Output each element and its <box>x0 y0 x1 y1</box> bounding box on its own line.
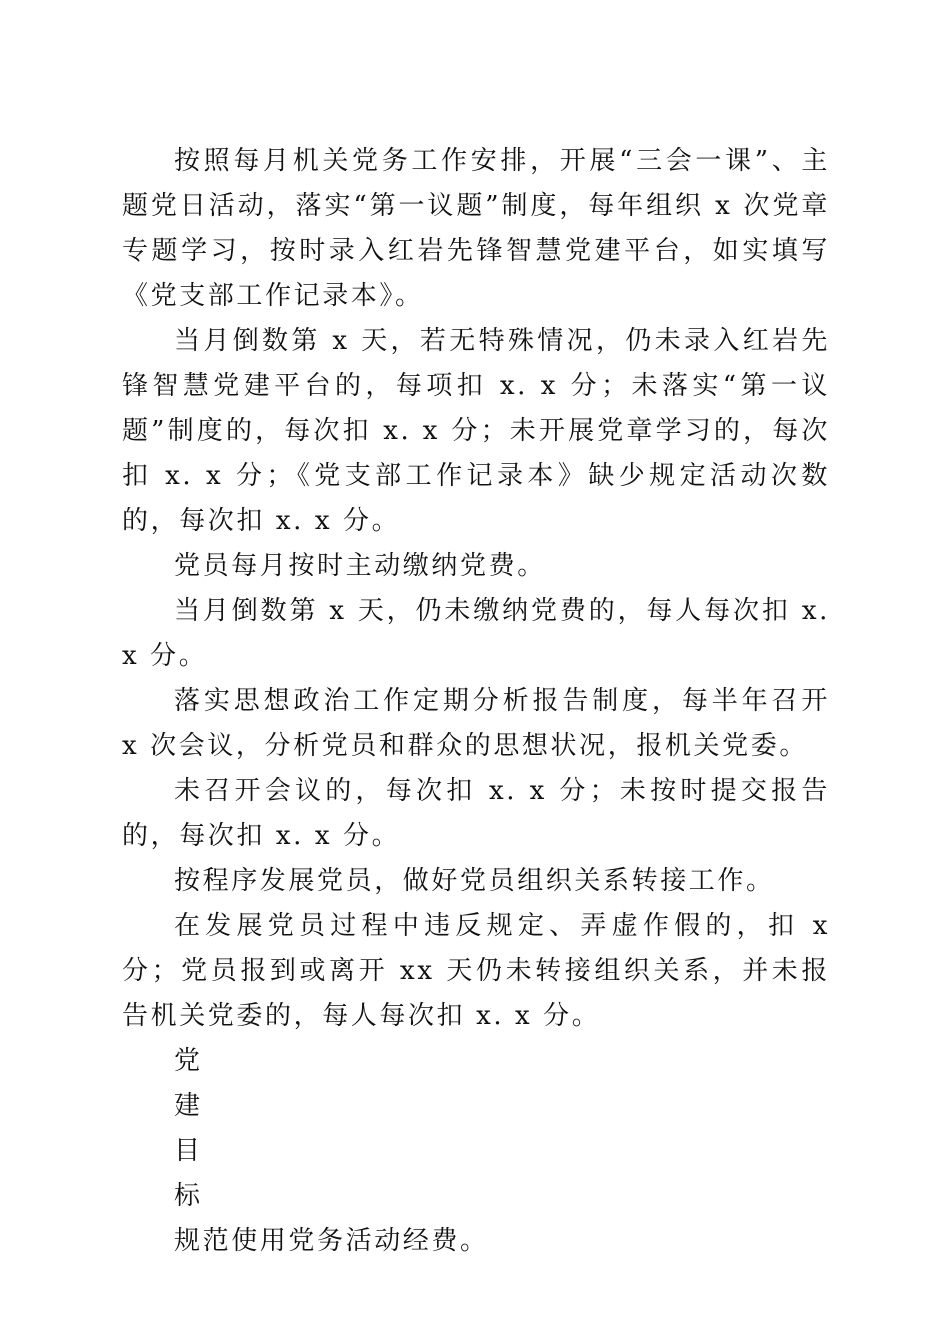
paragraph-9: 规范使用党务活动经费。 <box>174 1226 489 1256</box>
vertical-heading-char-3: 目 <box>174 1136 203 1166</box>
paragraph-1: 按照每月机关党务工作安排，开展“三会一课”、主题党日活动，落实“第一议题”制度，每年组织 x 次党章专题学习，按时录入红岩先锋智慧党建平台，如实填写《党支部工作记录本》。 <box>122 146 830 311</box>
paragraph-8: 在发展党员过程中违反规定、弄虚作假的，扣 x 分；党员报到或离开 xx 天仍未转接组织关系，并未报告机关党委的，每人每次扣 x. x 分。 <box>122 911 830 1031</box>
document-body <box>122 139 830 1264</box>
paragraph-5: 落实思想政治工作定期分析报告制度，每半年召开 x 次会议，分析党员和群众的思想状况，报机关党委。 <box>122 686 830 761</box>
vertical-heading-char-4: 标 <box>174 1181 203 1211</box>
vertical-heading-char-1: 党 <box>174 1046 203 1076</box>
paragraph-3: 党员每月按时主动缴纳党费。 <box>174 551 546 581</box>
vertical-heading-char-2: 建 <box>174 1091 203 1121</box>
paragraph-7: 按程序发展党员，做好党员组织关系转接工作。 <box>174 866 775 896</box>
paragraph-2: 当月倒数第 x 天，若无特殊情况，仍未录入红岩先锋智慧党建平台的，每项扣 x. x 分；未落实“第一议题”制度的，每次扣 x. x 分；未开展党章学习的，每次扣 x. x 分；《党支部工作记录本》缺少规定活动次数的，每次扣 x. x 分。 <box>122 326 830 536</box>
paragraph-6: 未召开会议的，每次扣 x. x 分；未按时提交报告的，每次扣 x. x 分。 <box>122 776 830 851</box>
paragraph-4: 当月倒数第 x 天，仍未缴纳党费的，每人每次扣 x. x 分。 <box>122 596 830 671</box>
